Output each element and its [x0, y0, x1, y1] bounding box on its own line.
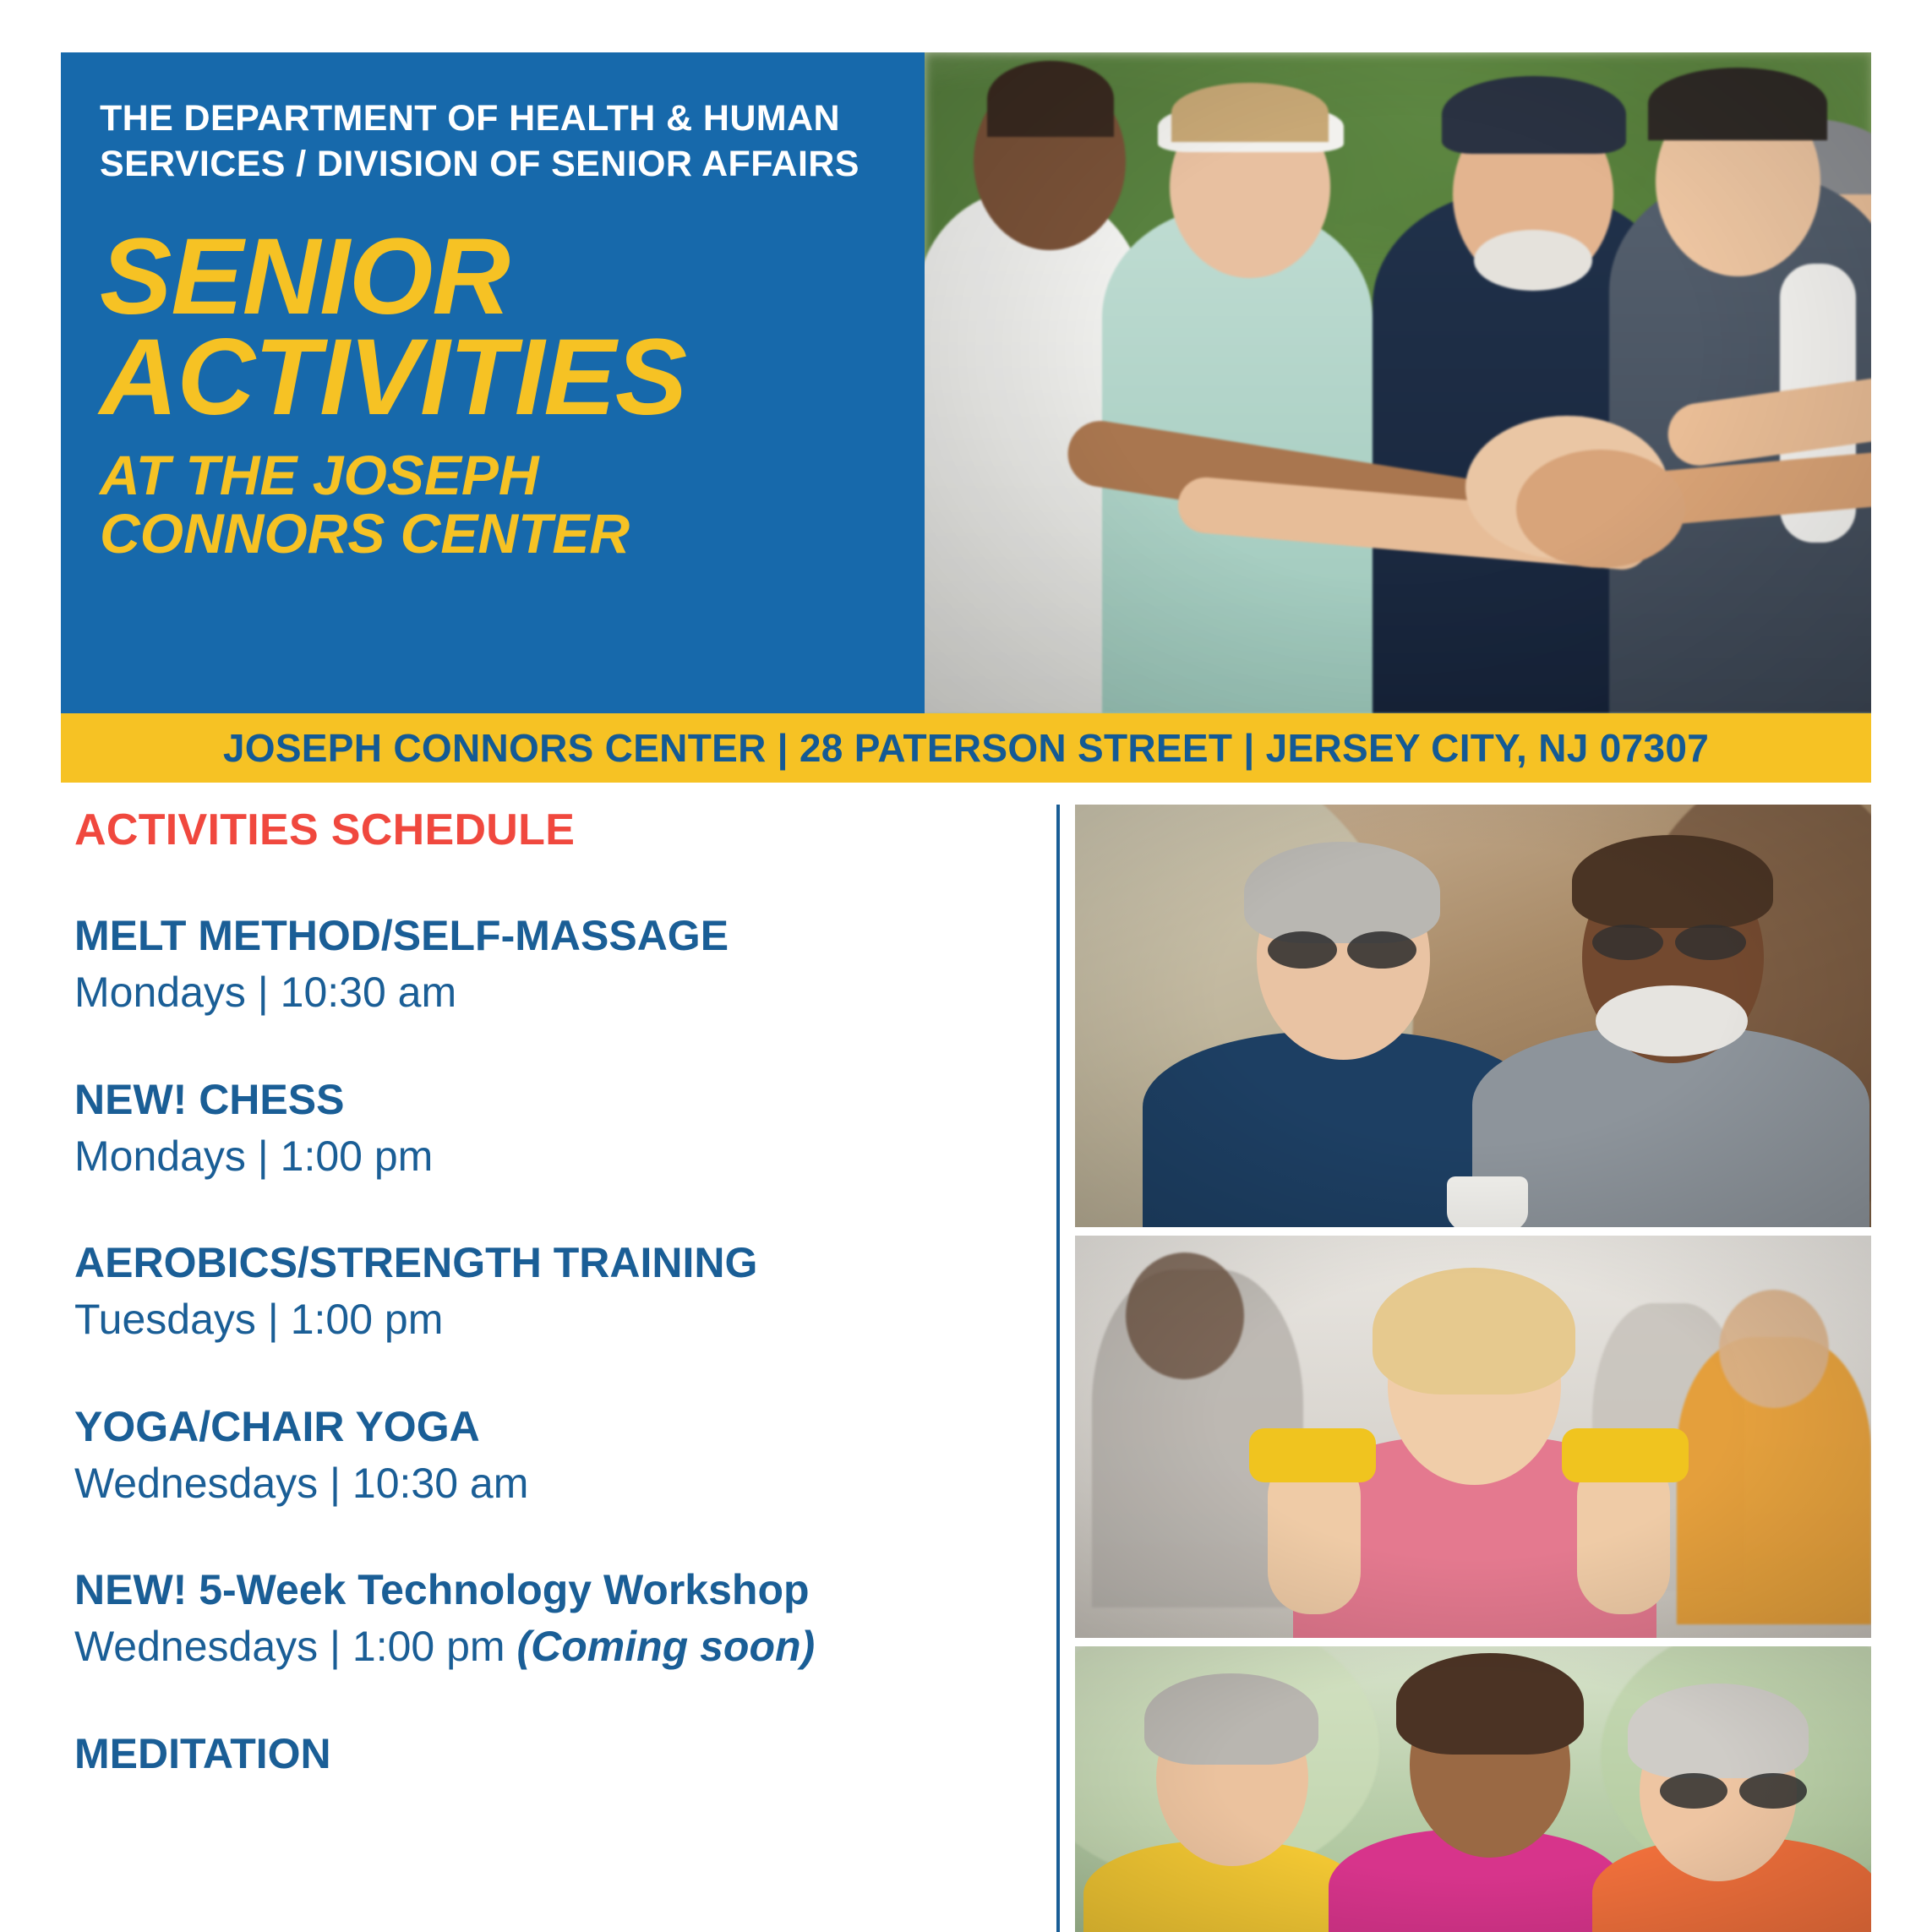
list-item — [74, 1731, 1038, 1777]
activity-time — [74, 1620, 1038, 1673]
hero-photo-vignette — [925, 52, 1871, 713]
hero-photo — [925, 52, 1871, 713]
activities-schedule-list — [74, 805, 1038, 1777]
activity-name: YOGA/CHAIR YOGA — [74, 1402, 480, 1450]
photo-senior-couple — [1075, 805, 1871, 1227]
address-bar — [61, 713, 1871, 783]
list-item — [74, 1240, 1038, 1346]
header-banner — [61, 52, 1871, 713]
page-subtitle — [100, 443, 886, 565]
list-item — [74, 1567, 1038, 1673]
page-subtitle-line-2: CONNORS CENTER — [100, 501, 630, 565]
activity-time-text: Wednesdays | 1:00 pm — [74, 1623, 517, 1670]
activity-name: AEROBICS/STRENGTH TRAINING — [74, 1239, 758, 1286]
activity-name: NEW! 5-Week Technology Workshop — [74, 1566, 810, 1613]
main-content — [0, 805, 1932, 1932]
schedule-heading: ACTIVITIES SCHEDULE — [74, 805, 576, 854]
page-subtitle-line-1: AT THE JOSEPH — [100, 443, 539, 506]
photo-column — [1075, 805, 1871, 1932]
vertical-divider — [1056, 805, 1060, 1932]
activity-time: Mondays | 1:00 pm — [74, 1132, 434, 1180]
activity-name: MEDITATION — [74, 1729, 331, 1777]
photo-dumbbell-class — [1075, 1236, 1871, 1638]
department-name: THE DEPARTMENT OF HEALTH & HUMAN SERVICES / DIVISION OF SENIOR AFFAIRS — [100, 98, 860, 184]
activity-name: NEW! CHESS — [74, 1075, 345, 1123]
activity-name: MELT METHOD/SELF-MASSAGE — [74, 912, 729, 959]
activity-time: Mondays | 10:30 am — [74, 969, 457, 1016]
address-text: JOSEPH CONNORS CENTER | 28 PATERSON STREET | JERSEY CITY, NJ 07307 — [222, 726, 1710, 770]
list-item — [74, 1077, 1038, 1183]
activity-time: Tuesdays | 1:00 pm — [74, 1296, 444, 1343]
page-title — [100, 216, 886, 438]
list-item — [74, 1404, 1038, 1510]
page-title-line-2: ACTIVITIES — [100, 316, 687, 438]
photo-three-women-laughing — [1075, 1646, 1871, 1932]
activity-time-note: (Coming soon) — [516, 1623, 816, 1670]
list-item — [74, 913, 1038, 1019]
header-text-panel — [61, 52, 925, 713]
page-title-line-1: SENIOR — [100, 216, 510, 337]
activity-time: Wednesdays | 10:30 am — [74, 1459, 529, 1507]
